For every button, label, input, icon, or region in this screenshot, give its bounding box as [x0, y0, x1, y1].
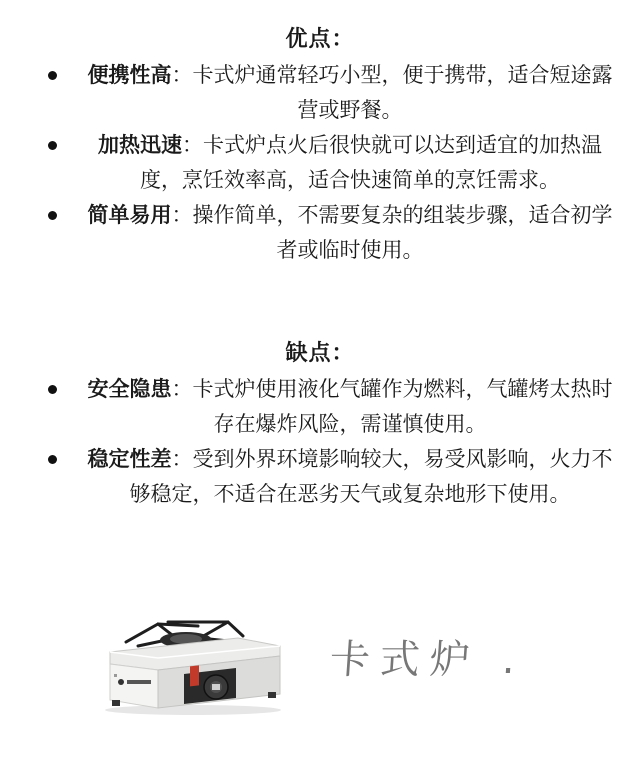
pros-heading: 优点： [285, 27, 355, 52]
cons-list [40, 372, 620, 512]
list-item [40, 198, 620, 268]
item-text: ：卡式炉使用液化气罐作为燃料，气罐烤太热时存在爆炸风险，需谨慎使用。 [171, 377, 613, 436]
cons-heading: 缺点： [285, 341, 355, 366]
bullet-icon [48, 211, 57, 220]
bullet-icon [48, 141, 57, 150]
list-item [40, 128, 620, 198]
portable-stove-image [98, 612, 288, 717]
item-term: 便携性高 [87, 63, 172, 87]
item-text: ：卡式炉通常轻巧小型，便于携带，适合短途露营或野餐。 [171, 63, 613, 122]
bullet-icon [48, 71, 57, 80]
bullet-icon [48, 385, 57, 394]
product-label: 卡式炉 . [328, 637, 527, 683]
item-term: 安全隐患 [87, 377, 172, 401]
bullet-icon [48, 455, 57, 464]
list-item [40, 372, 620, 442]
list-item [40, 58, 620, 128]
item-term: 加热迅速 [98, 133, 182, 157]
pros-list [40, 58, 620, 268]
list-item [40, 442, 620, 512]
item-term: 稳定性差 [87, 447, 172, 471]
item-text: ：受到外界环境影响较大，易受风影响，火力不够稳定，不适合在恶劣天气或复杂地形下使用。 [129, 447, 613, 506]
item-text: ：卡式炉点火后很快就可以达到适宜的加热温度，烹饪效率高，适合快速简单的烹饪需求。 [140, 133, 602, 192]
item-term: 简单易用 [87, 203, 172, 227]
item-text: ：操作简单，不需要复杂的组装步骤，适合初学者或临时使用。 [171, 203, 613, 262]
